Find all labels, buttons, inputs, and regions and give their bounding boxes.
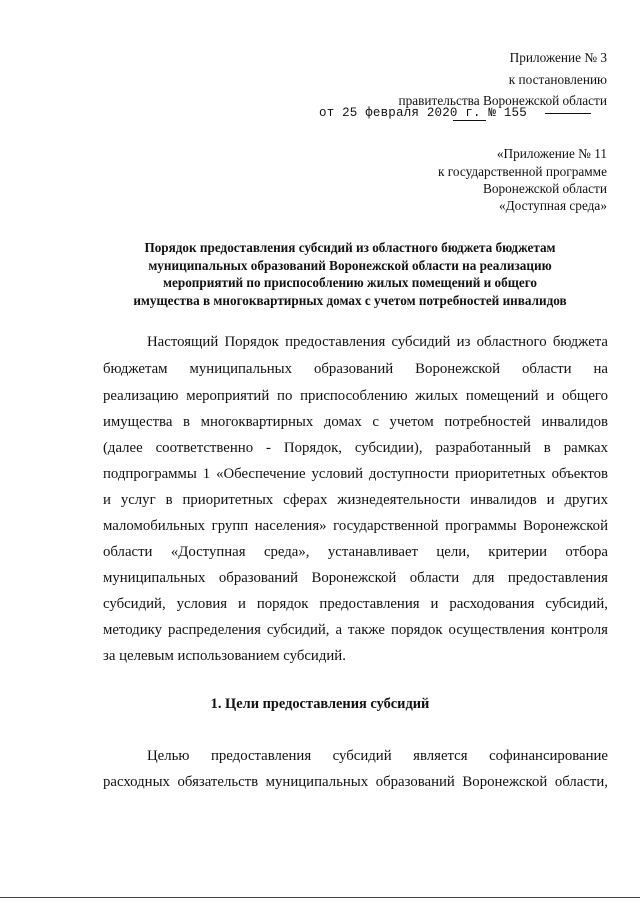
program-appendix-number: «Приложение № 11 xyxy=(496,146,607,161)
program-name: «Доступная среда» xyxy=(498,198,607,213)
program-ref: к государственной программе xyxy=(437,164,607,179)
title-line: Порядок предоставления субсидий из областного бюджета бюджетам xyxy=(144,240,556,255)
paragraph-line: муниципальных образований Воронежской области для предоставления xyxy=(103,570,608,586)
title-line: муниципальных образований Воронежской области на реализацию xyxy=(148,257,552,273)
page-bottom-edge xyxy=(0,897,640,898)
paragraph-line: подпрограммы 1 «Обеспечение условий доступности приоритетных объектов xyxy=(103,466,608,482)
appendix-government-ref: правительства Воронежской области xyxy=(398,93,607,108)
paragraph-line: Целью предоставления субсидий является софинансирование xyxy=(147,748,608,764)
paragraph-line: расходных обязательств муниципальных образований Воронежской области, xyxy=(103,774,608,790)
appendix-resolution-ref: к постановлению xyxy=(508,72,607,87)
paragraph-line: методику распределения субсидий, а также порядок осуществления контроля xyxy=(103,622,608,638)
paragraph-line: субсидий, условия и порядок предоставления и расходования субсидий, xyxy=(103,596,608,612)
document-title xyxy=(60,239,640,309)
resolution-date-stamp xyxy=(319,106,591,120)
paragraph-line: реализацию мероприятий по приспособлению жилых помещений и общего xyxy=(103,388,608,404)
stamp-underline xyxy=(453,120,486,121)
paragraph-line: Настоящий Порядок предоставления субсидий из областного бюджета xyxy=(147,334,608,350)
paragraph-line: бюджетам муниципальных образований Воронежской области на xyxy=(103,361,608,377)
paragraph-line: области «Доступная среда», устанавливает цели, критерии отбора xyxy=(103,544,608,560)
paragraph-line: и услуг в приоритетных сферах жизнедеятельности инвалидов и других xyxy=(103,492,608,508)
title-line: мероприятий по приспособлению жилых помещений и общего xyxy=(163,275,537,290)
paragraph-line: имущества в многоквартирных домах с учетом потребностей инвалидов xyxy=(103,414,608,430)
paragraph-line: за целевым использованием субсидий. xyxy=(103,648,346,664)
paragraph-line: маломобильных групп населения» государственной программы Воронежской xyxy=(103,518,608,534)
section-heading: 1. Цели предоставления субсидий xyxy=(210,696,430,712)
title-line: имущества в многоквартирных домах с учетом потребностей инвалидов xyxy=(133,292,567,308)
stamp-blank-line xyxy=(545,113,591,114)
paragraph-line: (далее соответственно - Порядок, субсидии), разработанный в рамках xyxy=(103,440,608,456)
appendix-number: Приложение № 3 xyxy=(509,50,607,65)
stamp-text: от 25 февраля 2020 г. № 155 xyxy=(319,106,527,120)
program-region: Воронежской области xyxy=(482,181,607,196)
